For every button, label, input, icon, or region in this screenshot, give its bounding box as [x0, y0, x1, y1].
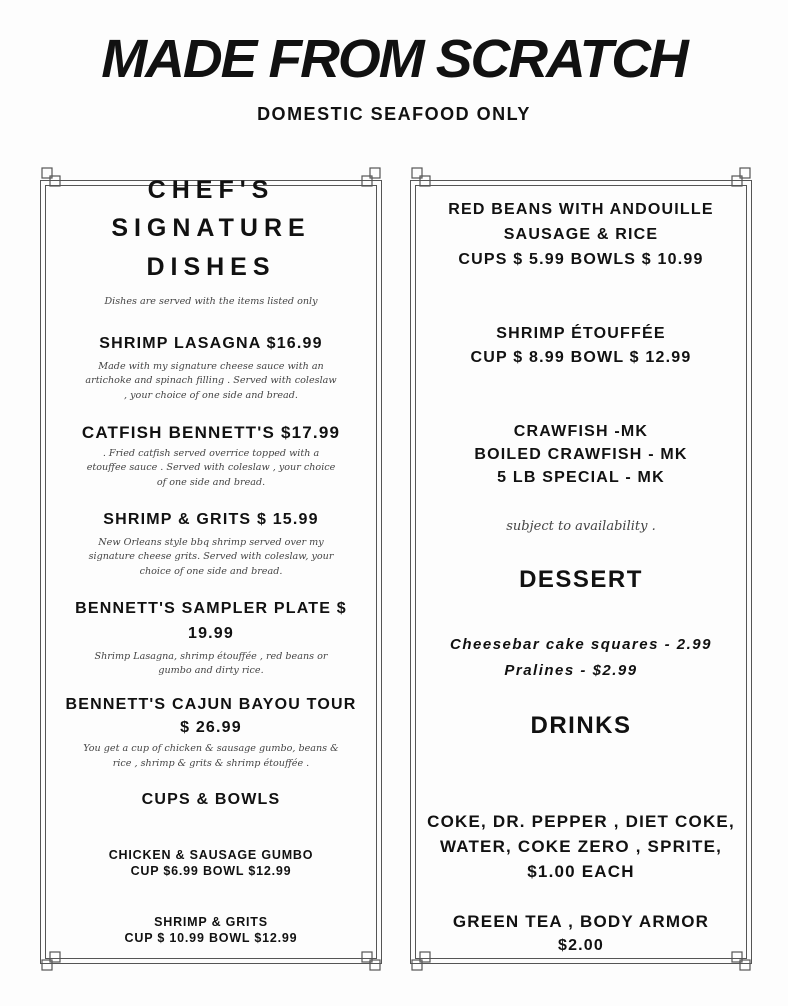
- menu-title: MADE FROM SCRATCH: [101, 29, 687, 89]
- menu-note: Dishes are served with the items listed only: [104, 296, 318, 307]
- menu-item-desc: signature cheese grits. Served with coleslaw, your: [88, 551, 334, 562]
- section-heading: CHEF'S: [147, 176, 275, 204]
- menu-item-desc: New Orleans style bbq shrimp served over my: [98, 537, 324, 548]
- menu-item-desc: . Fried catfish served overrice topped with a: [102, 448, 320, 459]
- menu-item-desc: of one side and bread.: [156, 477, 266, 488]
- section-heading: SIGNATURE: [111, 214, 311, 242]
- etouffee-price: CUP $ 8.99 BOWL $ 12.99: [470, 349, 692, 366]
- menu-item-desc: choice of one side and bread.: [139, 566, 283, 577]
- red-beans-line: RED BEANS WITH ANDOUILLE: [448, 201, 714, 218]
- dessert-item: Cheesebar cake squares - 2.99: [450, 636, 712, 653]
- dessert-item: Pralines - $2.99: [504, 662, 638, 679]
- menu-item-name: CATFISH BENNETT'S $17.99: [81, 423, 341, 442]
- menu-item-price: $ 26.99: [180, 719, 242, 736]
- crawfish-line: CRAWFISH -MK: [513, 423, 649, 440]
- menu-subtitle: DOMESTIC SEAFOOD ONLY: [257, 104, 531, 124]
- drinks-price: $1.00 EACH: [527, 862, 635, 881]
- crawfish-line: 5 LB SPECIAL - MK: [497, 469, 665, 486]
- menu-item-desc: You get a cup of chicken & sausage gumbo, beans &: [83, 743, 339, 754]
- drinks-price: $2.00: [557, 937, 605, 954]
- menu-item-desc: Made with my signature cheese sauce with an: [98, 361, 324, 372]
- cups-item-price: CUP $ 10.99 BOWL $12.99: [124, 931, 298, 945]
- drinks-line: COKE, DR. PEPPER , DIET COKE,: [427, 812, 735, 831]
- drinks-line: GREEN TEA , BODY ARMOR: [452, 912, 710, 931]
- cups-heading: CUPS & BOWLS: [141, 791, 281, 808]
- menu-item-desc: etouffee sauce . Served with coleslaw , your choice: [86, 462, 336, 473]
- dessert-heading: DESSERT: [519, 566, 643, 593]
- drinks-heading: DRINKS: [530, 712, 632, 739]
- menu-item-desc: Shrimp Lasagna, shrimp étouffée , red beans or: [94, 651, 328, 662]
- availability-note: subject to availability .: [506, 519, 656, 534]
- section-heading: DISHES: [146, 253, 276, 281]
- menu-item-name: SHRIMP & GRITS $ 15.99: [103, 511, 319, 528]
- etouffee-name: SHRIMP ÉTOUFFÉE: [496, 325, 666, 342]
- cups-item-price: CUP $6.99 BOWL $12.99: [130, 864, 292, 878]
- red-beans-price: CUPS $ 5.99 BOWLS $ 10.99: [458, 251, 704, 268]
- cups-item-name: SHRIMP & GRITS: [154, 915, 268, 929]
- menu-item-name: SHRIMP LASAGNA $16.99: [99, 335, 323, 352]
- menu-item-desc: artichoke and spinach filling . Served with coleslaw: [85, 375, 337, 386]
- drinks-line: WATER, COKE ZERO , SPRITE,: [439, 837, 723, 856]
- menu-item-name: BENNETT'S SAMPLER PLATE $: [75, 600, 347, 617]
- crawfish-line: BOILED CRAWFISH - MK: [474, 446, 688, 463]
- red-beans-line: SAUSAGE & RICE: [503, 226, 659, 243]
- cups-item-name: CHICKEN & SAUSAGE GUMBO: [108, 848, 314, 862]
- menu-item-desc: rice , shrimp & grits & shrimp étouffée .: [112, 758, 310, 769]
- menu-item-desc: gumbo and dirty rice.: [158, 665, 264, 676]
- menu-item-desc: , your choice of one side and bread.: [124, 390, 298, 401]
- menu-item-name: BENNETT'S CAJUN BAYOU TOUR: [65, 696, 357, 713]
- menu-item-price: 19.99: [187, 625, 235, 642]
